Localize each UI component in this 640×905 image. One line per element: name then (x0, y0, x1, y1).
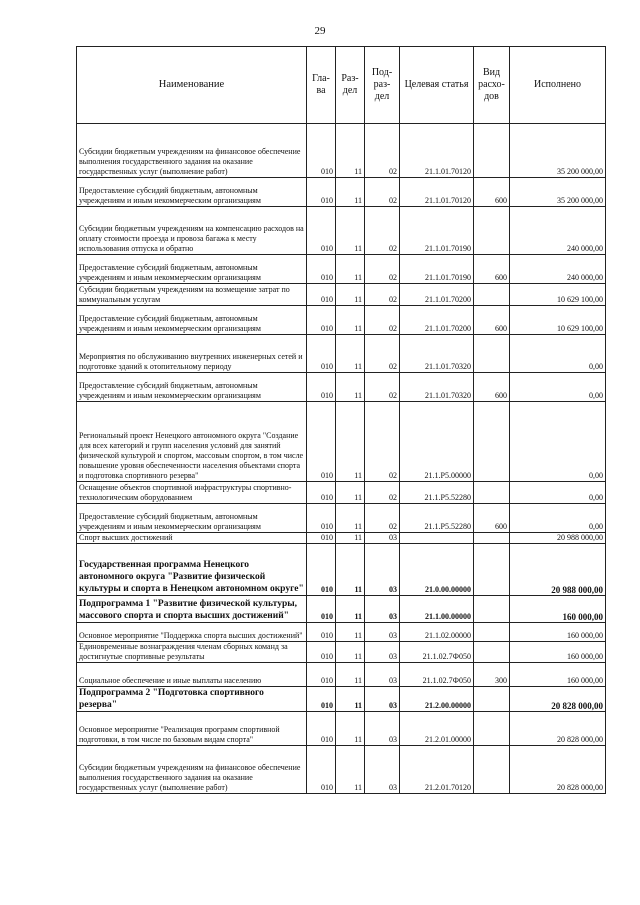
row-section: 11 (336, 284, 365, 306)
row-executed: 0,00 (510, 482, 606, 504)
row-target-article: 21.1.P5.52280 (400, 504, 474, 533)
row-chapter: 010 (307, 504, 336, 533)
row-section: 11 (336, 642, 365, 663)
row-executed: 160 000,00 (510, 663, 606, 687)
row-expense-type: 300 (474, 663, 510, 687)
row-expense-type (474, 596, 510, 623)
header-subsection: Под-раз-дел (365, 47, 400, 124)
table-row (77, 255, 606, 284)
row-section: 11 (336, 544, 365, 596)
row-expense-type (474, 482, 510, 504)
table-row (77, 504, 606, 533)
row-expense-type (474, 124, 510, 178)
row-expense-type: 600 (474, 255, 510, 284)
row-subsection: 02 (365, 373, 400, 402)
row-chapter: 010 (307, 746, 336, 794)
row-name: Субсидии бюджетным учреждениям на возмещение затрат по коммунальным услугам (77, 284, 307, 306)
row-target-article: 21.1.01.70120 (400, 178, 474, 207)
row-executed: 240 000,00 (510, 207, 606, 255)
row-subsection: 02 (365, 284, 400, 306)
row-subsection: 03 (365, 623, 400, 642)
row-expense-type (474, 642, 510, 663)
table-row (77, 663, 606, 687)
row-section: 11 (336, 746, 365, 794)
row-name: Подпрограмма 2 "Подготовка спортивного резерва" (77, 687, 307, 712)
row-executed: 160 000,00 (510, 642, 606, 663)
table-row (77, 482, 606, 504)
row-subsection: 03 (365, 712, 400, 746)
table-row (77, 207, 606, 255)
row-chapter: 010 (307, 373, 336, 402)
table-row (77, 596, 606, 623)
header-row (77, 47, 606, 124)
row-executed: 20 988 000,00 (510, 544, 606, 596)
row-executed: 160 000,00 (510, 596, 606, 623)
row-name: Основное мероприятие "Реализация программ спортивной подготовки, в том числе по базовым видам спорта" (77, 712, 307, 746)
row-name: Предоставление субсидий бюджетным, автономным учреждениям и иным некоммерческим организациям (77, 373, 307, 402)
row-executed: 0,00 (510, 373, 606, 402)
row-expense-type: 600 (474, 504, 510, 533)
row-chapter: 010 (307, 207, 336, 255)
header-executed: Исполнено (510, 47, 606, 124)
row-expense-type (474, 335, 510, 373)
header-section: Раз-дел (336, 47, 365, 124)
row-section: 11 (336, 255, 365, 284)
row-chapter: 010 (307, 178, 336, 207)
header-name: Наименование (77, 47, 307, 124)
header-chapter: Гла-ва (307, 47, 336, 124)
row-target-article: 21.1.01.70190 (400, 207, 474, 255)
row-target-article: 21.1.00.00000 (400, 596, 474, 623)
row-subsection: 02 (365, 178, 400, 207)
row-section: 11 (336, 712, 365, 746)
row-name: Мероприятия по обслуживанию внутренних инженерных сетей и подготовке зданий к отопительному периоду (77, 335, 307, 373)
row-executed: 20 988 000,00 (510, 533, 606, 544)
row-name: Оснащение объектов спортивной инфраструктуры спортивно-технологическим оборудованием (77, 482, 307, 504)
row-subsection: 03 (365, 642, 400, 663)
row-target-article: 21.1.P5.52280 (400, 482, 474, 504)
table-row (77, 687, 606, 712)
row-target-article: 21.2.00.00000 (400, 687, 474, 712)
row-section: 11 (336, 306, 365, 335)
row-chapter: 010 (307, 124, 336, 178)
row-name: Субсидии бюджетным учреждениям на финансовое обеспечение выполнения государственного задания на оказание государственных услуг (выполнение работ) (77, 124, 307, 178)
row-executed: 0,00 (510, 402, 606, 482)
row-section: 11 (336, 504, 365, 533)
row-target-article: 21.1.01.70200 (400, 306, 474, 335)
row-section: 11 (336, 124, 365, 178)
row-chapter: 010 (307, 687, 336, 712)
row-target-article: 21.1.01.70200 (400, 284, 474, 306)
table-row (77, 373, 606, 402)
row-executed: 240 000,00 (510, 255, 606, 284)
row-chapter: 010 (307, 402, 336, 482)
row-chapter: 010 (307, 642, 336, 663)
row-target-article: 21.1.02.7Ф050 (400, 642, 474, 663)
row-chapter: 010 (307, 533, 336, 544)
row-target-article: 21.2.01.00000 (400, 712, 474, 746)
row-subsection: 02 (365, 504, 400, 533)
row-expense-type: 600 (474, 306, 510, 335)
row-subsection: 03 (365, 596, 400, 623)
row-subsection: 02 (365, 124, 400, 178)
row-expense-type (474, 544, 510, 596)
row-expense-type (474, 402, 510, 482)
budget-table (76, 46, 606, 794)
row-expense-type (474, 284, 510, 306)
row-expense-type (474, 533, 510, 544)
row-subsection: 02 (365, 207, 400, 255)
table-row (77, 284, 606, 306)
row-target-article: 21.1.01.70190 (400, 255, 474, 284)
row-name: Государственная программа Ненецкого автономного округа "Развитие физической культуры и спорта в Ненецком автономном округе" (77, 544, 307, 596)
row-section: 11 (336, 402, 365, 482)
row-name: Субсидии бюджетным учреждениям на компенсацию расходов на оплату стоимости проезда и провоза багажа к месту использования отпуска и обратно (77, 207, 307, 255)
table-row (77, 544, 606, 596)
table-row (77, 402, 606, 482)
row-subsection: 02 (365, 255, 400, 284)
row-name: Спорт высших достижений (77, 533, 307, 544)
row-subsection: 03 (365, 687, 400, 712)
table-row (77, 178, 606, 207)
row-name: Социальное обеспечение и иные выплаты населению (77, 663, 307, 687)
header-target-article: Целевая статья (400, 47, 474, 124)
row-target-article: 21.1.01.70320 (400, 335, 474, 373)
row-name: Предоставление субсидий бюджетным, автономным учреждениям и иным некоммерческим организациям (77, 306, 307, 335)
table-row (77, 712, 606, 746)
row-chapter: 010 (307, 544, 336, 596)
row-section: 11 (336, 207, 365, 255)
row-target-article: 21.1.01.70320 (400, 373, 474, 402)
row-chapter: 010 (307, 596, 336, 623)
row-executed: 10 629 100,00 (510, 284, 606, 306)
table-row (77, 335, 606, 373)
table-row (77, 746, 606, 794)
row-executed: 35 200 000,00 (510, 178, 606, 207)
row-name: Предоставление субсидий бюджетным, автономным учреждениям и иным некоммерческим организациям (77, 255, 307, 284)
row-target-article: 21.1.02.7Ф050 (400, 663, 474, 687)
row-executed: 20 828 000,00 (510, 746, 606, 794)
row-subsection: 02 (365, 335, 400, 373)
row-name: Предоставление субсидий бюджетным, автономным учреждениям и иным некоммерческим организациям (77, 178, 307, 207)
row-name: Предоставление субсидий бюджетным, автономным учреждениям и иным некоммерческим организациям (77, 504, 307, 533)
table-row (77, 306, 606, 335)
row-subsection: 02 (365, 402, 400, 482)
row-expense-type (474, 687, 510, 712)
row-name: Основное мероприятие "Поддержка спорта высших достижений" (77, 623, 307, 642)
row-expense-type (474, 207, 510, 255)
row-expense-type (474, 712, 510, 746)
row-section: 11 (336, 178, 365, 207)
row-section: 11 (336, 596, 365, 623)
row-expense-type (474, 623, 510, 642)
row-executed: 20 828 000,00 (510, 712, 606, 746)
row-name: Единовременные вознаграждения членам сборных команд за достигнутые спортивные результаты (77, 642, 307, 663)
row-section: 11 (336, 623, 365, 642)
row-subsection: 03 (365, 533, 400, 544)
row-chapter: 010 (307, 663, 336, 687)
row-section: 11 (336, 373, 365, 402)
table-row (77, 533, 606, 544)
row-name: Субсидии бюджетным учреждениям на финансовое обеспечение выполнения государственного задания на оказание государственных услуг (выполнение работ) (77, 746, 307, 794)
table-row (77, 124, 606, 178)
row-executed: 0,00 (510, 335, 606, 373)
row-executed: 160 000,00 (510, 623, 606, 642)
row-executed: 10 629 100,00 (510, 306, 606, 335)
row-subsection: 02 (365, 306, 400, 335)
row-expense-type: 600 (474, 178, 510, 207)
row-target-article: 21.1.02.00000 (400, 623, 474, 642)
row-chapter: 010 (307, 335, 336, 373)
row-target-article: 21.0.00.00000 (400, 544, 474, 596)
row-chapter: 010 (307, 482, 336, 504)
row-chapter: 010 (307, 623, 336, 642)
row-target-article: 21.1.P5.00000 (400, 402, 474, 482)
row-expense-type: 600 (474, 373, 510, 402)
row-target-article (400, 533, 474, 544)
row-executed: 20 828 000,00 (510, 687, 606, 712)
row-expense-type (474, 746, 510, 794)
row-section: 11 (336, 687, 365, 712)
row-subsection: 03 (365, 746, 400, 794)
row-section: 11 (336, 533, 365, 544)
row-subsection: 03 (365, 663, 400, 687)
row-section: 11 (336, 482, 365, 504)
row-target-article: 21.2.01.70120 (400, 746, 474, 794)
row-chapter: 010 (307, 712, 336, 746)
row-executed: 35 200 000,00 (510, 124, 606, 178)
table-row (77, 642, 606, 663)
row-executed: 0,00 (510, 504, 606, 533)
page-number: 29 (314, 25, 326, 37)
row-chapter: 010 (307, 255, 336, 284)
row-section: 11 (336, 335, 365, 373)
header-expense-type: Вид расхо-дов (474, 47, 510, 124)
row-subsection: 02 (365, 482, 400, 504)
row-name: Региональный проект Ненецкого автономного округа "Создание для всех категорий и групп населения условий для занятий физической культурой и спортом, массовым спортом, в том числе повышение уровня обеспеченности населения объектами спорта и подготовка спортивного резерва" (77, 402, 307, 482)
row-subsection: 03 (365, 544, 400, 596)
row-name: Подпрограмма 1 "Развитие физической культуры, массового спорта и спорта высших достижений" (77, 596, 307, 623)
row-chapter: 010 (307, 306, 336, 335)
row-target-article: 21.1.01.70120 (400, 124, 474, 178)
row-section: 11 (336, 663, 365, 687)
table-row (77, 623, 606, 642)
row-chapter: 010 (307, 284, 336, 306)
